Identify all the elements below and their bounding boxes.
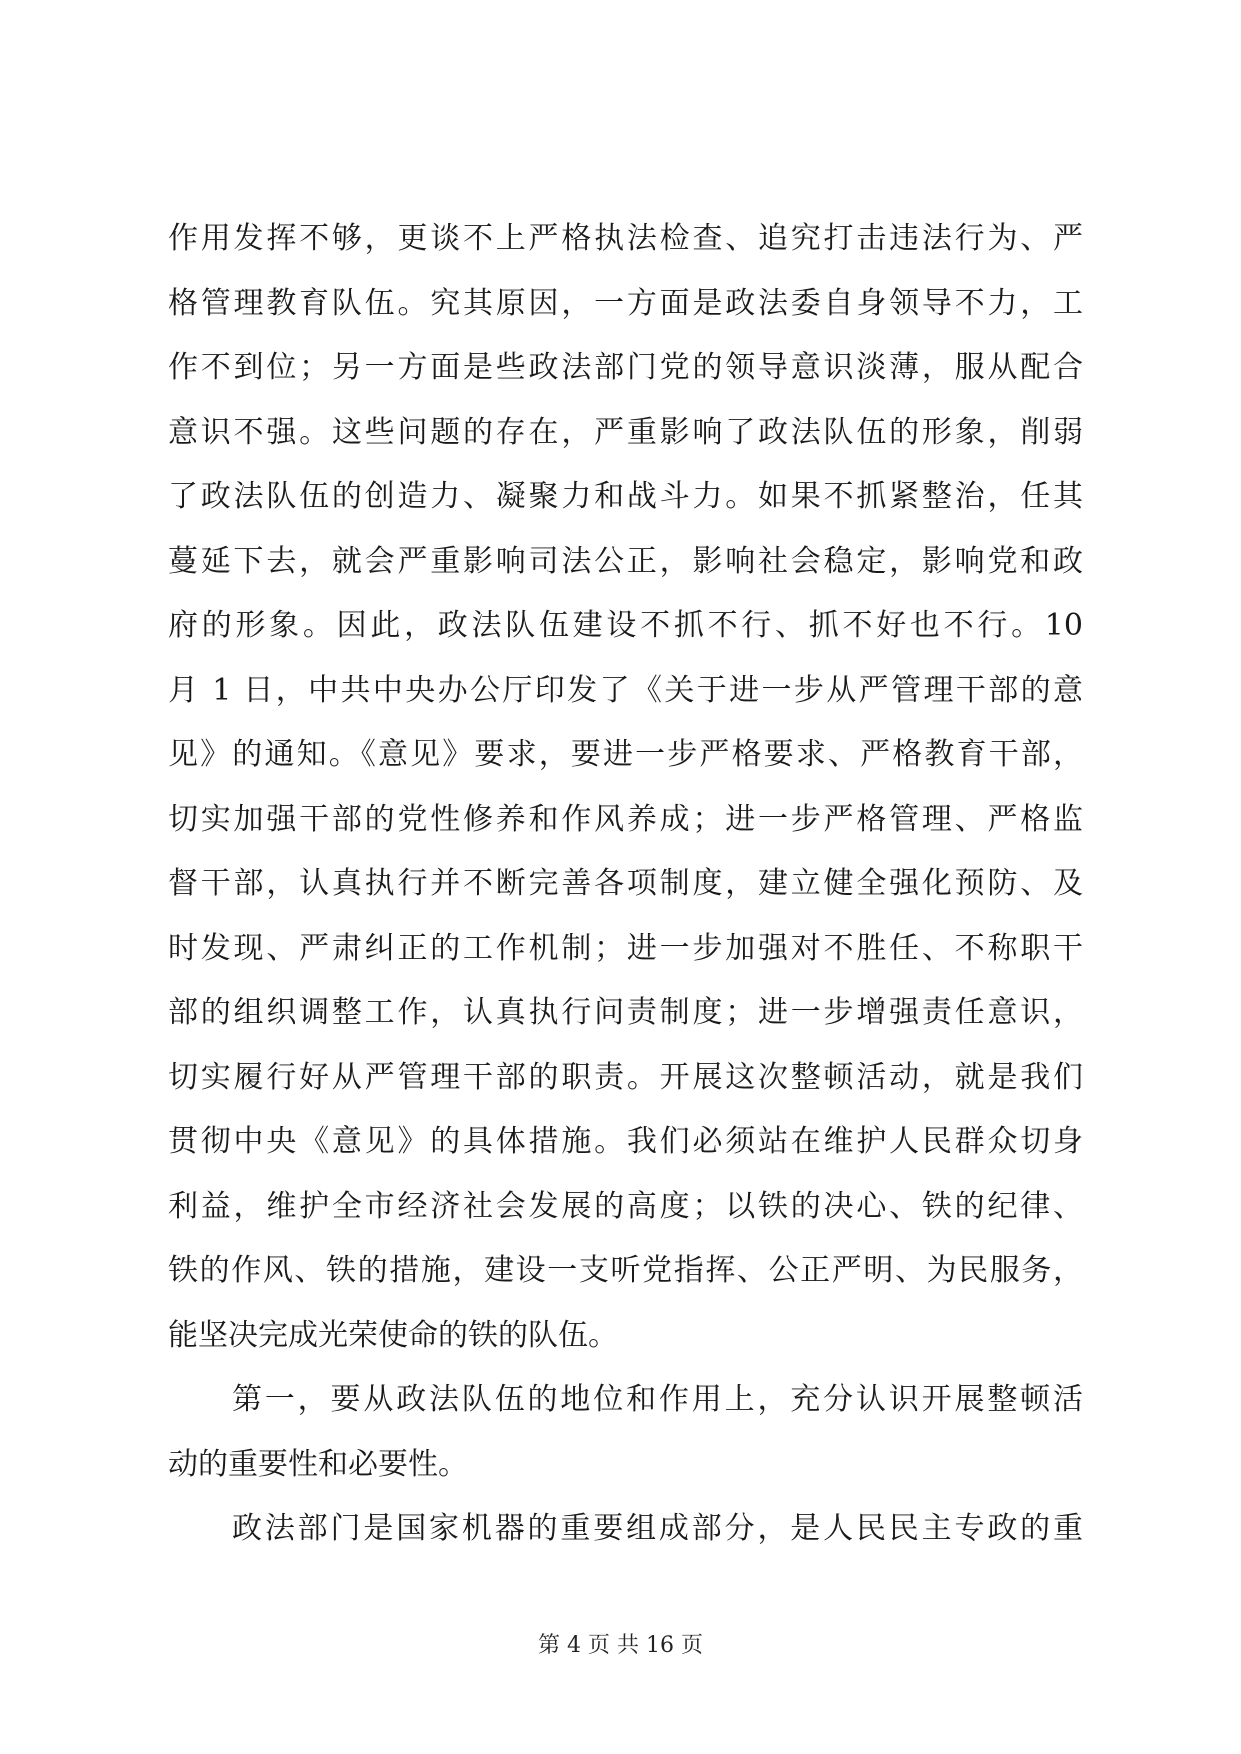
text-line: 政法部门是国家机器的重要组成部分，是人民民主专政的重	[232, 1511, 1083, 1546]
text-line: 切实加强干部的党性修养和作风养成；进一步严格管理、严格监	[168, 801, 1083, 837]
text-line: 能坚决完成光荣使命的铁的队伍。	[168, 1317, 618, 1353]
text-line: 了政法队伍的创造力、凝聚力和战斗力。如果不抓紧整治，任其	[168, 479, 1083, 514]
text-line: 作不到位；另一方面是些政法部门党的领导意识淡薄，服从配合	[168, 350, 1083, 385]
text-line: 切实履行好从严管理干部的职责。开展这次整顿活动，就是我们	[168, 1059, 1083, 1095]
text-line: 贯彻中央《意见》的具体措施。我们必须站在维护人民群众切身	[168, 1124, 1083, 1159]
body-text	[168, 207, 1083, 1562]
text-line: 见》的通知。《意见》要求，要进一步严格要求、严格教育干部，	[168, 737, 1083, 772]
text-line: 府的形象。因此，政法队伍建设不抓不行、抓不好也不行。10	[168, 608, 1083, 643]
text-line: 第一，要从政法队伍的地位和作用上，充分认识开展整顿活	[232, 1382, 1083, 1417]
text-line: 作用发挥不够，更谈不上严格执法检查、追究打击违法行为、严	[168, 221, 1083, 256]
text-line: 意识不强。这些问题的存在，严重影响了政法队伍的形象，削弱	[168, 414, 1083, 450]
page-number-footer: 第 4 页 共 16 页	[538, 1633, 703, 1658]
text-line: 督干部，认真执行并不断完善各项制度，建立健全强化预防、及	[168, 866, 1083, 901]
text-line: 蔓延下去，就会严重影响司法公正，影响社会稳定，影响党和政	[168, 543, 1083, 579]
text-line: 时发现、严肃纠正的工作机制；进一步加强对不胜任、不称职干	[168, 930, 1083, 966]
text-line: 月 1 日，中共中央办公厅印发了《关于进一步从严管理干部的意	[168, 672, 1083, 708]
text-line: 动的重要性和必要性。	[168, 1446, 468, 1482]
text-line: 部的组织调整工作，认真执行问责制度；进一步增强责任意识，	[168, 995, 1083, 1030]
text-line: 铁的作风、铁的措施，建设一支听党指挥、公正严明、为民服务，	[168, 1253, 1083, 1288]
text-line: 格管理教育队伍。究其原因，一方面是政法委自身领导不力，工	[168, 285, 1083, 321]
text-line: 利益，维护全市经济社会发展的高度；以铁的决心、铁的纪律、	[168, 1188, 1083, 1224]
